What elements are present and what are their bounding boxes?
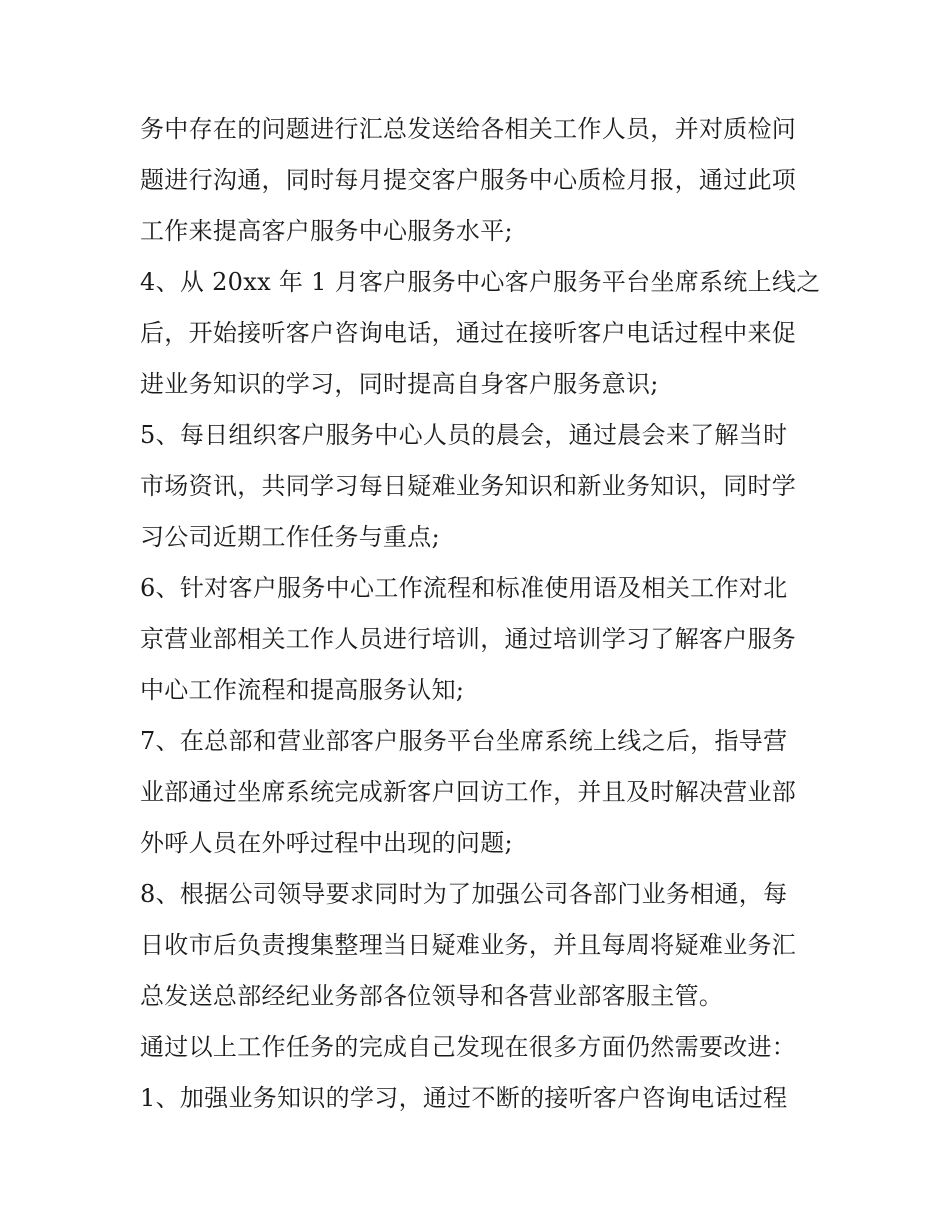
- text-line-2: 题进行沟通，同时每月提交客户服务中心质检月报，通过此项: [140, 166, 797, 194]
- text-line-16: 8、根据公司领导要求同时为了加强公司各部门业务相通，每: [140, 880, 788, 908]
- text-line-3: 工作来提高客户服务中心服务水平;: [140, 217, 513, 245]
- text-line-7: 5、每日组织客户服务中心人员的晨会，通过晨会来了解当时: [140, 421, 788, 449]
- text-line-15: 外呼人员在外呼过程中出现的问题;: [140, 829, 513, 857]
- text-line-10: 6、针对客户服务中心工作流程和标准使用语及相关工作对北: [140, 574, 788, 602]
- text-line-20: 1、加强业务知识的学习，通过不断的接听客户咨询电话过程: [140, 1084, 788, 1112]
- text-line-11: 京营业部相关工作人员进行培训，通过培训学习了解客户服务: [140, 625, 797, 653]
- text-line-14: 业部通过坐席系统完成新客户回访工作，并且及时解决营业部: [140, 778, 797, 806]
- text-line-17: 日收市后负责搜集整理当日疑难业务，并且每周将疑难业务汇: [140, 931, 797, 959]
- text-line-1: 务中存在的问题进行汇总发送给各相关工作人员，并对质检问: [140, 115, 797, 143]
- text-line-8: 市场资讯，共同学习每日疑难业务知识和新业务知识，同时学: [140, 472, 797, 500]
- text-line-5: 后，开始接听客户咨询电话，通过在接听客户电话过程中来促: [140, 319, 797, 347]
- text-line-12: 中心工作流程和提高服务认知;: [140, 676, 465, 704]
- text-line-9: 习公司近期工作任务与重点;: [140, 523, 440, 551]
- text-line-19: 通过以上工作任务的完成自己发现在很多方面仍然需要改进：: [140, 1033, 797, 1061]
- text-line-6: 进业务知识的学习，同时提高自身客户服务意识;: [140, 370, 659, 398]
- text-line-18: 总发送总部经纪业务部各位领导和各营业部客服主管。: [140, 982, 724, 1010]
- text-line-13: 7、在总部和营业部客户服务平台坐席系统上线之后，指导营: [140, 727, 788, 755]
- text-line-4: 4、从 20xx 年 1 月客户服务中心客户服务平台坐席系统上线之: [140, 268, 821, 296]
- document-body: [140, 104, 820, 1124]
